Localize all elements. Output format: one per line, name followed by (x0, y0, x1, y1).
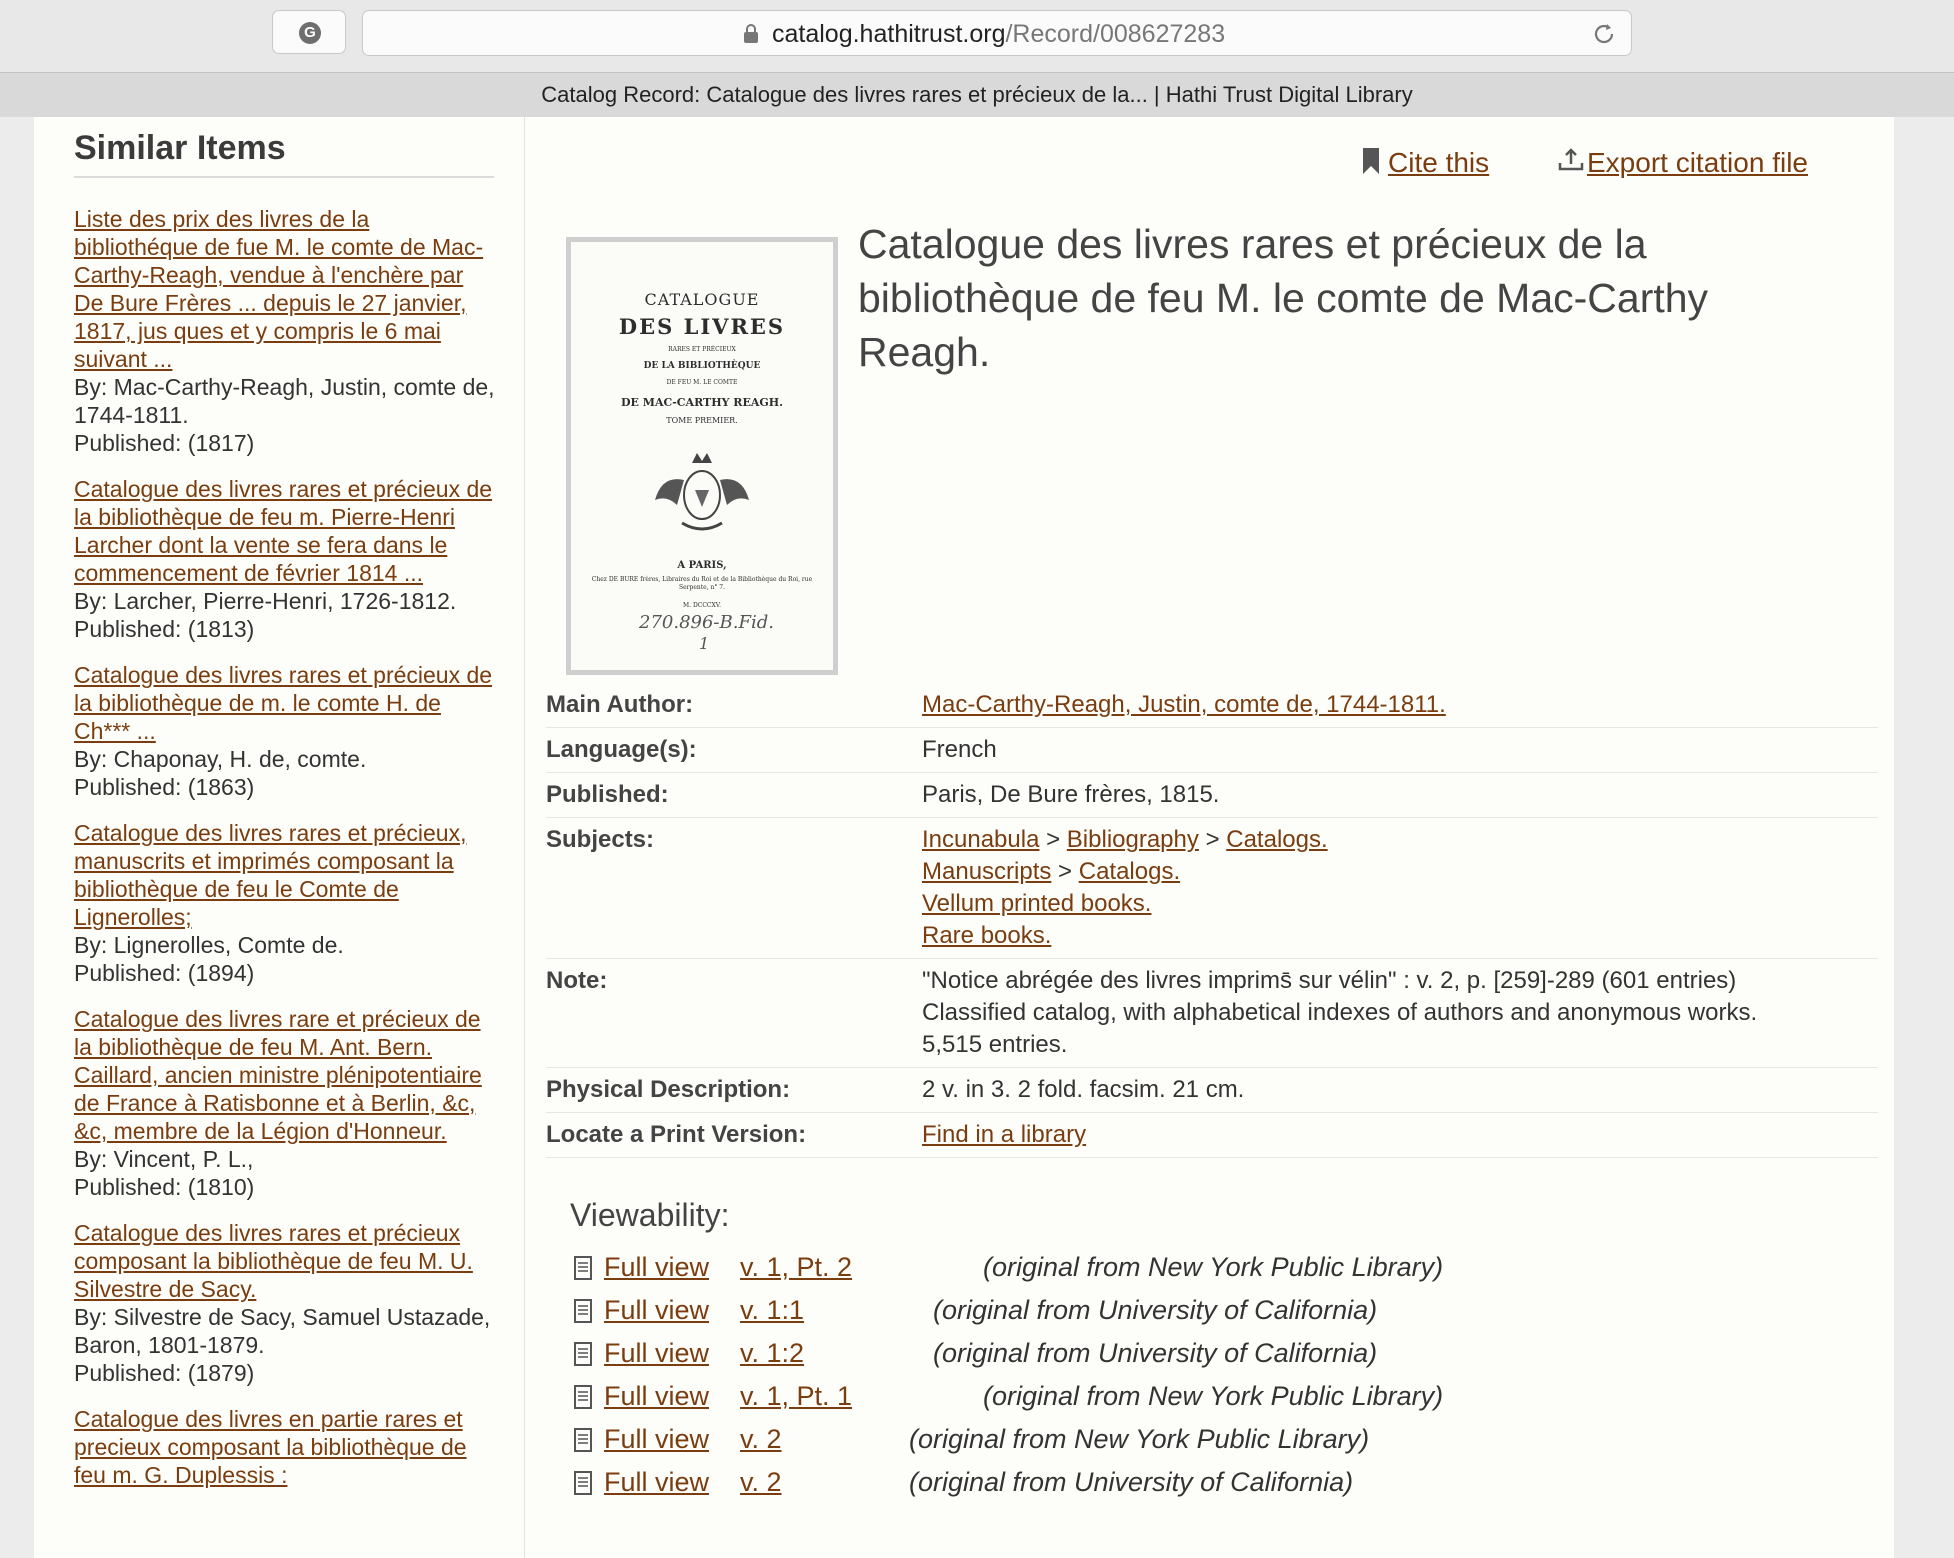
refresh-icon[interactable] (1591, 21, 1617, 47)
field-label: Note: (546, 967, 608, 994)
cover-text: A PARIS, (677, 560, 727, 571)
grammarly-icon: G (299, 22, 321, 44)
field-language (546, 728, 1878, 773)
similar-item (74, 1219, 499, 1387)
field-locate-print (546, 1113, 1878, 1158)
field-label: Main Author: (546, 691, 694, 718)
note-text: Classified catalog, with alphabetical indexes of authors and anonymous works. (922, 999, 1758, 1026)
similar-item-author: By: Vincent, P. L., (74, 1146, 254, 1172)
subject-link[interactable]: Bibliography (1066, 826, 1199, 853)
find-in-library-link[interactable]: Find in a library (922, 1121, 1087, 1148)
similar-item (74, 205, 499, 457)
lock-icon (743, 24, 759, 44)
field-published (546, 773, 1878, 818)
similar-item-link[interactable]: Catalogue des livres rares et précieux composant la bibliothèque de feu M. U. Silvestre de Sacy. (74, 1220, 473, 1302)
subject-link[interactable]: Catalogs. (1226, 826, 1328, 853)
similar-item-link[interactable]: Catalogue des livres rare et précieux de la bibliothèque de feu M. Ant. Bern. Caillard, ancien ministre plénipotentiaire de France à Ratisbonne et à Berlin, &c, &c, membre de la Légion d'Honneur. (74, 1006, 482, 1144)
similar-item-link[interactable]: Catalogue des livres rares et précieux de la bibliothèque de m. le comte H. de Ch*** ... (74, 662, 493, 744)
volume-link[interactable]: v. 1:2 (740, 1338, 805, 1368)
export-citation[interactable] (1557, 147, 1808, 179)
volume-link[interactable]: v. 1, Pt. 2 (740, 1252, 853, 1282)
field-label: Locate a Print Version: (546, 1121, 807, 1148)
origin-text: (original from University of California) (933, 1295, 1378, 1325)
url-domain: catalog.hathitrust.org (772, 20, 1006, 48)
cover-text: DE MAC-CARTHY REAGH. (621, 396, 783, 409)
extension-button[interactable] (272, 10, 346, 54)
subject-separator: > (1205, 826, 1220, 853)
similar-item-published: Published: (1894) (74, 960, 255, 986)
cover-text: DE FEU M. LE COMTE (666, 379, 738, 386)
field-subjects (546, 818, 1878, 959)
volume-link[interactable]: v. 2 (740, 1467, 782, 1497)
cover-handwriting: 270.896-B.Fid. (639, 612, 774, 633)
field-label: Physical Description: (546, 1076, 791, 1103)
origin-text: (original from University of California) (933, 1338, 1378, 1368)
cover-text: CATALOGUE (644, 290, 760, 309)
similar-item-author: By: Mac-Carthy-Reagh, Justin, comte de, 1744-1811. (74, 374, 495, 428)
similar-item-published: Published: (1813) (74, 616, 255, 642)
note-text: 5,515 entries. (922, 1031, 1068, 1058)
tab-title[interactable]: Catalog Record: Catalogue des livres rares et précieux de la... | Hathi Trust Digital Library (541, 82, 1413, 107)
field-label: Subjects: (546, 826, 655, 853)
book-cover-thumbnail[interactable] (566, 237, 838, 675)
similar-items-title: Similar Items (74, 129, 494, 178)
coat-of-arms-icon (647, 445, 757, 540)
document-icon (574, 1256, 592, 1280)
export-citation-link[interactable]: Export citation file (1587, 147, 1808, 178)
volume-link[interactable]: v. 2 (740, 1424, 782, 1454)
field-label: Published: (546, 781, 669, 808)
field-note (546, 959, 1878, 1068)
cover-text: Chez DE BURE frères, Libraires du Roi et de la Bibliothèque du Roi, rue Serpente, n° 7. (591, 576, 813, 591)
subject-link[interactable]: Manuscripts (922, 858, 1052, 885)
similar-item (74, 1405, 499, 1489)
similar-item-link[interactable]: Catalogue des livres rares et précieux, manuscrits et imprimés composant la bibliothèque de feu le Comte de Lignerolles; (74, 820, 467, 930)
origin-text: (original from New York Public Library) (983, 1381, 1444, 1411)
similar-item (74, 819, 499, 987)
full-view-link[interactable]: Full view (604, 1381, 710, 1411)
main-author-link[interactable]: Mac-Carthy-Reagh, Justin, comte de, 1744-1811. (922, 691, 1446, 718)
subject-link[interactable]: Rare books. (922, 922, 1052, 949)
page-content (34, 117, 1894, 1558)
language-value: French (922, 736, 997, 763)
physical-description-value: 2 v. in 3. 2 fold. facsim. 21 cm. (922, 1076, 1245, 1103)
subject-link[interactable]: Incunabula (922, 826, 1040, 853)
cite-this-link[interactable]: Cite this (1388, 147, 1490, 178)
subject-separator: > (1046, 826, 1061, 853)
subject-link[interactable]: Catalogs. (1078, 858, 1181, 885)
volume-link[interactable]: v. 1:1 (740, 1295, 805, 1325)
export-icon (1557, 147, 1585, 175)
document-icon (574, 1299, 592, 1323)
similar-item (74, 661, 499, 801)
full-view-link[interactable]: Full view (604, 1424, 710, 1454)
cover-text: M. DCCCXV. (682, 602, 721, 609)
full-view-link[interactable]: Full view (604, 1252, 710, 1282)
volume-link[interactable]: v. 1, Pt. 1 (740, 1381, 853, 1411)
similar-item (74, 475, 499, 643)
similar-item-author: By: Silvestre de Sacy, Samuel Ustazade, Baron, 1801-1879. (74, 1304, 491, 1358)
similar-items-list (74, 205, 499, 1507)
similar-item-published: Published: (1810) (74, 1174, 255, 1200)
origin-text: (original from University of California) (909, 1467, 1354, 1497)
document-icon (574, 1385, 592, 1409)
sidebar-divider (524, 117, 525, 1558)
document-icon (574, 1428, 592, 1452)
cover-page (579, 250, 825, 662)
published-value: Paris, De Bure frères, 1815. (922, 781, 1220, 808)
url-text (772, 20, 1225, 49)
similar-item-published: Published: (1863) (74, 774, 255, 800)
similar-items-sidebar (34, 117, 524, 1558)
document-icon (574, 1342, 592, 1366)
cover-text: TOME PREMIER. (666, 416, 738, 425)
record-fields (546, 683, 1878, 1158)
origin-text: (original from New York Public Library) (909, 1424, 1370, 1454)
subject-link[interactable]: Vellum printed books. (922, 890, 1152, 917)
similar-item-author: By: Lignerolles, Comte de. (74, 932, 344, 958)
full-view-link[interactable]: Full view (604, 1467, 710, 1497)
origin-text: (original from New York Public Library) (983, 1252, 1444, 1282)
subject-separator: > (1058, 858, 1073, 885)
similar-item-author: By: Chaponay, H. de, comte. (74, 746, 367, 772)
cover-text: RARES ET PRÉCIEUX (668, 346, 736, 353)
field-main-author (546, 683, 1878, 728)
similar-item-published: Published: (1879) (74, 1360, 255, 1386)
cover-handwriting: 1 (699, 634, 710, 653)
similar-item (74, 1005, 499, 1201)
field-physical-description (546, 1068, 1878, 1113)
similar-item-link[interactable]: Catalogue des livres en partie rares et precieux composant la bibliothèque de feu m. G. Duplessis : (74, 1406, 467, 1488)
tab-bar (0, 72, 1954, 117)
address-bar[interactable] (362, 10, 1632, 56)
field-label: Language(s): (546, 736, 697, 763)
bookmark-icon (1362, 147, 1380, 175)
cover-text: DE LA BIBLIOTHÈQUE (643, 361, 761, 371)
similar-item-link[interactable]: Catalogue des livres rares et précieux de la bibliothèque de feu m. Pierre-Henri Larcher dont la vente se fera dans le commencement de février 1814 ... (74, 476, 493, 586)
cover-text: DES LIVRES (618, 314, 786, 339)
note-text: "Notice abrégée des livres imprims̄ sur vélin" : v. 2, p. [259]-289 (601 entries) (922, 967, 1737, 994)
record-title: Catalogue des livres rares et précieux de la bibliothèque de feu M. le comte de Mac-Carthy Reagh. (858, 221, 1709, 375)
similar-item-author: By: Larcher, Pierre-Henri, 1726-1812. (74, 588, 457, 614)
cite-this[interactable] (1362, 147, 1489, 179)
document-icon (574, 1471, 592, 1495)
full-view-link[interactable]: Full view (604, 1295, 710, 1325)
viewability-heading: Viewability: (570, 1197, 730, 1233)
similar-item-published: Published: (1817) (74, 430, 255, 456)
similar-item-link[interactable]: Liste des prix des livres de la bibliothéque de fue M. le comte de Mac-Carthy-Reagh, vendue à l'enchère par De Bure Frères ... depuis le 27 janvier, 1817, jus ques et y compris le 6 mai suivant ... (74, 206, 484, 372)
full-view-link[interactable]: Full view (604, 1338, 710, 1368)
url-path: /Record/008627283 (1005, 20, 1226, 48)
browser-chrome (0, 0, 1954, 117)
